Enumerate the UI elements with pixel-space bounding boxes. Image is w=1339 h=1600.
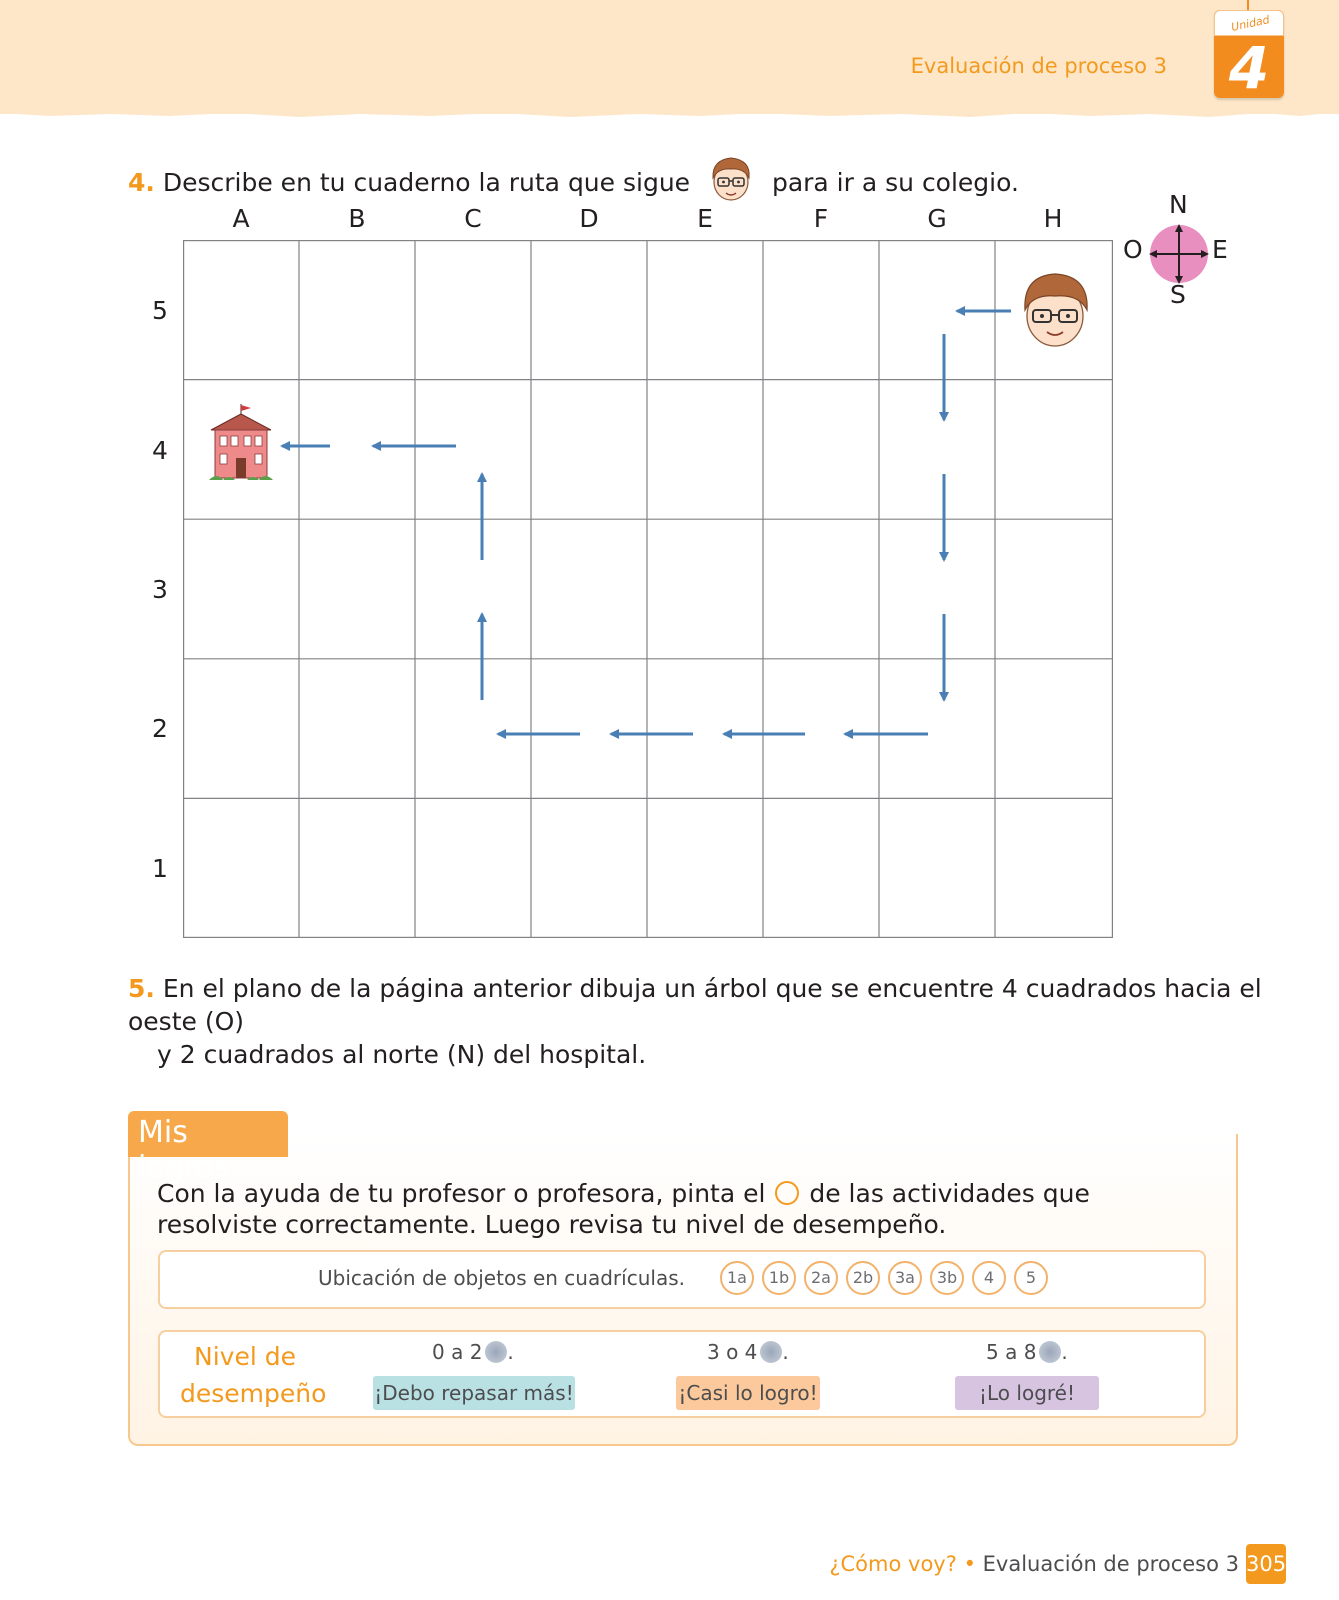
mis-logros-tab: [128, 1111, 288, 1185]
column-label-f: F: [813, 204, 829, 233]
footer-separator: •: [963, 1552, 976, 1576]
row-label-1: 1: [152, 854, 168, 883]
footer-title: Evaluación de proceso 3: [982, 1552, 1239, 1576]
row-label-3: 3: [152, 575, 168, 604]
performance-level-title-line-1: Nivel de: [194, 1342, 296, 1371]
unit-label: Unidad: [1230, 13, 1271, 34]
performance-level-row: [158, 1330, 1206, 1418]
mis-logros-text-before: Con la ayuda de tu profesor o profesora, pinta el: [157, 1179, 766, 1208]
page-number: 305: [1246, 1544, 1286, 1584]
row-label-5: 5: [152, 296, 168, 325]
activity-badge-5[interactable]: 5: [1014, 1261, 1048, 1295]
performance-level-title-line-2: desempeño: [180, 1379, 327, 1408]
question-4-number: 4.: [128, 168, 155, 197]
activities-row: [158, 1250, 1206, 1309]
compass-east: E: [1212, 235, 1228, 264]
compass-north: N: [1169, 190, 1188, 219]
column-label-a: A: [232, 204, 250, 233]
mis-logros-title: Mis logros: [138, 1115, 230, 1185]
performance-level-title: [180, 1338, 327, 1412]
column-label-g: G: [927, 204, 947, 233]
header-title: Evaluación de proceso 3: [910, 54, 1167, 78]
activity-badge-2a[interactable]: 2a: [804, 1261, 838, 1295]
row-label-2: 2: [152, 714, 168, 743]
activity-badge-3b[interactable]: 3b: [930, 1261, 964, 1295]
boy-face-icon: [706, 152, 756, 204]
row-label-4: 4: [152, 436, 168, 465]
question-5-line-1: En el plano de la página anterior dibuja un árbol que se encuentre 4 cuadrados hacia el oeste (O): [128, 974, 1262, 1036]
mis-logros-text-after: de las actividades que resolviste correctamente. Luego revisa tu nivel de desempeño.: [157, 1179, 1090, 1239]
column-label-c: C: [464, 204, 482, 233]
unit-tab-top: [1214, 10, 1284, 36]
column-label-d: D: [579, 204, 599, 233]
mis-logros-instructions: [157, 1178, 1217, 1240]
level-3-range: 5 a 8 .: [986, 1340, 1068, 1364]
school-icon: [209, 404, 273, 480]
painted-circle-icon: [760, 1341, 782, 1363]
footer: [829, 1552, 1239, 1576]
column-label-e: E: [697, 204, 713, 233]
footer-section: ¿Cómo voy?: [829, 1552, 957, 1576]
level-1-pill: ¡Debo repasar más!: [373, 1376, 575, 1410]
compass: [1123, 190, 1233, 314]
level-1-range: 0 a 2 .: [432, 1340, 514, 1364]
compass-rose-icon: [1147, 222, 1211, 286]
question-4: [128, 158, 1019, 210]
compass-west: O: [1123, 235, 1143, 264]
level-2-pill: ¡Casi lo logro!: [676, 1376, 820, 1410]
unit-tab: [1214, 10, 1284, 102]
column-label-b: B: [348, 204, 366, 233]
grid-lines: [183, 240, 1113, 938]
activity-badge-3a[interactable]: 3a: [888, 1261, 922, 1295]
compass-south: S: [1170, 280, 1186, 309]
question-5-line-2: y 2 cuadrados al norte (N) del hospital.: [157, 1040, 647, 1069]
unit-number: 4: [1228, 34, 1270, 102]
route-grid: [183, 240, 1113, 938]
activity-badge-2b[interactable]: 2b: [846, 1261, 880, 1295]
level-3-range-text: 5 a 8: [986, 1340, 1037, 1364]
question-4-text-before: Describe en tu cuaderno la ruta que sigue: [162, 168, 691, 197]
painted-circle-icon: [1039, 1341, 1061, 1363]
activity-badge-1a[interactable]: 1a: [720, 1261, 754, 1295]
header-torn-edge: [0, 104, 1339, 126]
question-4-text-after: para ir a su colegio.: [771, 168, 1019, 197]
level-2-range: 3 o 4 .: [707, 1340, 789, 1364]
circle-icon: [775, 1181, 799, 1205]
activity-badge-4[interactable]: 4: [972, 1261, 1006, 1295]
level-3-pill: ¡Lo logré!: [955, 1376, 1099, 1410]
column-label-h: H: [1043, 204, 1063, 233]
question-5-number: 5.: [128, 974, 155, 1003]
activities-row-label: Ubicación de objetos en cuadrículas.: [318, 1266, 685, 1290]
boy-face-icon: [1025, 274, 1087, 346]
question-5: [128, 972, 1268, 1071]
level-1-range-text: 0 a 2: [432, 1340, 483, 1364]
level-2-range-text: 3 o 4: [707, 1340, 758, 1364]
activity-badge-1b[interactable]: 1b: [762, 1261, 796, 1295]
painted-circle-icon: [485, 1341, 507, 1363]
